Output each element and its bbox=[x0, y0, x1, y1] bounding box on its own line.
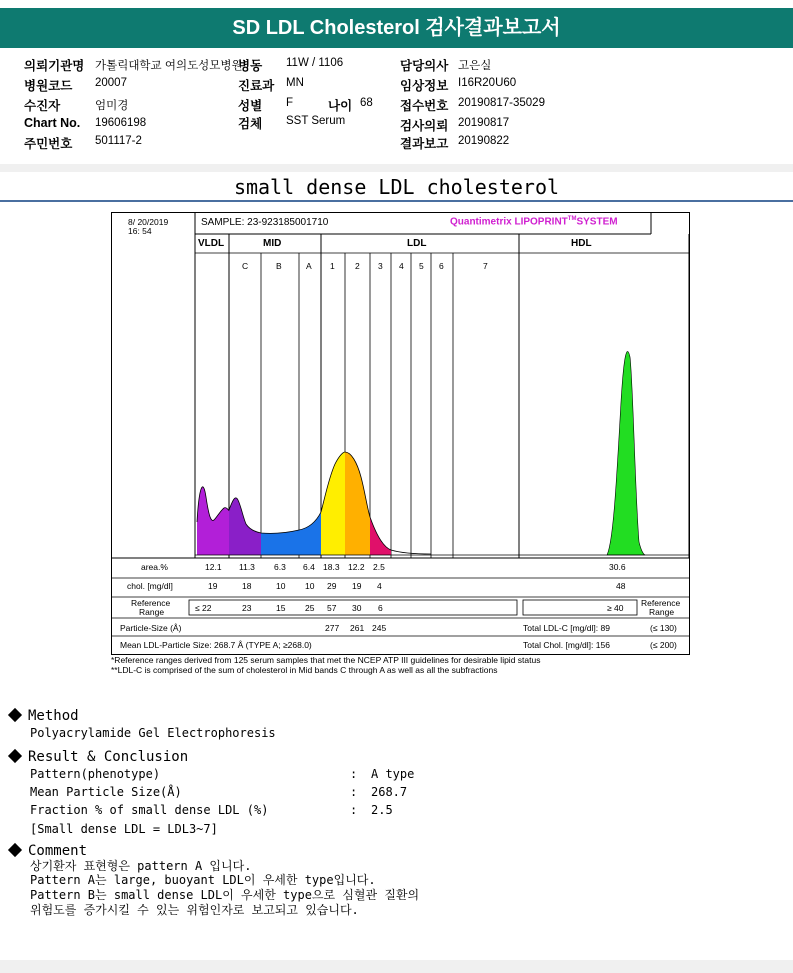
chart-date: 8/ 20/2019 bbox=[128, 217, 169, 227]
result-title: Result & Conclusion bbox=[28, 749, 189, 765]
chol-b: 10 bbox=[276, 581, 286, 591]
ref-label-1: Reference bbox=[131, 598, 171, 608]
brand-tm: TM bbox=[567, 216, 577, 222]
ref-c: 23 bbox=[242, 603, 252, 613]
ref-1: 57 bbox=[327, 603, 337, 613]
chart-time: 16: 54 bbox=[128, 226, 152, 236]
report-label: 결과보고 bbox=[400, 137, 449, 151]
band-label-5: 5 bbox=[419, 261, 424, 271]
method-title: Method bbox=[28, 708, 79, 724]
ward-label: 병동 bbox=[238, 59, 263, 73]
request-value: 20190817 bbox=[458, 117, 510, 129]
lipoprint-chart bbox=[111, 212, 693, 656]
specimen-label: 검체 bbox=[238, 117, 263, 131]
band-label-1: 1 bbox=[330, 261, 335, 271]
group-vldl: VLDL bbox=[198, 238, 225, 249]
ref-a: 25 bbox=[305, 603, 315, 613]
area-3: 2.5 bbox=[373, 562, 385, 572]
area-2: 12.2 bbox=[348, 562, 365, 572]
brand-name: Quantimetrix LIPOPRINT bbox=[450, 216, 568, 228]
area-b: 6.3 bbox=[274, 562, 286, 572]
band-b-peak bbox=[261, 530, 299, 555]
brand-tail: SYSTEM bbox=[576, 216, 618, 228]
band-label-b: B bbox=[276, 261, 282, 271]
chol-c: 18 bbox=[242, 581, 252, 591]
bullet-diamond-icon bbox=[8, 843, 22, 857]
result-row-3-label: Fraction % of small dense LDL (%) bbox=[30, 803, 269, 817]
ref-hdl: ≥ 40 bbox=[607, 603, 624, 613]
section-subtitle: small dense LDL cholesterol bbox=[233, 175, 560, 199]
specimen-value: SST Serum bbox=[286, 115, 346, 127]
bullet-diamond-icon bbox=[8, 708, 22, 722]
particle-1: 277 bbox=[325, 623, 340, 633]
comment-section bbox=[8, 840, 87, 859]
result-row-2-label: Mean Particle Size(Å) bbox=[30, 785, 182, 799]
result-row-1-colon: : bbox=[350, 767, 358, 781]
comment-title: Comment bbox=[28, 843, 88, 859]
patient-info bbox=[0, 50, 793, 160]
result-row-1-label: Pattern(phenotype) bbox=[30, 767, 161, 781]
note-line-1: *Reference ranges derived from 125 serum samples that met the NCEP ATP III guidelines for desirable lipid status bbox=[111, 655, 541, 665]
hospital-value: 가톨릭대학교 여의도성모병원 bbox=[95, 60, 243, 72]
ref-label-right-2: Range bbox=[649, 607, 675, 617]
age-value: 68 bbox=[360, 97, 373, 109]
result-row-1-value: A type bbox=[371, 767, 415, 781]
lipoprint-graphics bbox=[111, 212, 693, 656]
ref-3: 6 bbox=[378, 603, 383, 613]
chol-2: 19 bbox=[352, 581, 362, 591]
ref-2: 30 bbox=[352, 603, 362, 613]
result-row-3-colon: : bbox=[350, 803, 358, 817]
method-section bbox=[8, 705, 79, 724]
ref-b: 15 bbox=[276, 603, 286, 613]
ref-vldl: ≤ 22 bbox=[195, 603, 212, 613]
comment-line-1: 상기환자 표현형은 pattern A 입니다. bbox=[30, 859, 252, 873]
particle-3: 245 bbox=[372, 623, 387, 633]
chart-frame bbox=[112, 213, 690, 655]
doctor-label: 담당의사 bbox=[400, 59, 449, 73]
chol-a: 10 bbox=[305, 581, 315, 591]
area-label: area.% bbox=[141, 562, 168, 572]
result-section bbox=[8, 746, 188, 765]
page-bottom-bar bbox=[0, 960, 793, 973]
area-hdl: 30.6 bbox=[609, 562, 626, 572]
band-label-4: 4 bbox=[399, 261, 404, 271]
chol-vldl: 19 bbox=[208, 581, 218, 591]
request-label: 검사의뢰 bbox=[400, 119, 449, 133]
receipt-label: 접수번호 bbox=[400, 99, 449, 113]
sex-value: F bbox=[286, 97, 294, 109]
group-mid: MID bbox=[263, 238, 282, 249]
comment-line-2: Pattern A는 large, buoyant LDL이 우세한 type입니다. bbox=[30, 873, 376, 887]
report-title: SD LDL Cholesterol 검사결과보고서 bbox=[0, 8, 793, 48]
band-label-c: C bbox=[242, 261, 249, 271]
band-label-7: 7 bbox=[483, 261, 488, 271]
total-ldl: Total LDL-C [mg/dl]: 89 bbox=[523, 623, 610, 633]
doctor-value: 고은실 bbox=[458, 60, 492, 72]
result-row-2-value: 268.7 bbox=[371, 785, 408, 799]
brand-label bbox=[450, 216, 618, 227]
result-row-3-value: 2.5 bbox=[371, 803, 393, 817]
band-label-6: 6 bbox=[439, 261, 444, 271]
hospital-label: 의뢰기관명 bbox=[24, 59, 85, 73]
chart-no-label: Chart No. bbox=[24, 116, 81, 130]
chol-3: 4 bbox=[377, 581, 382, 591]
id-value: 501117-2 bbox=[95, 135, 142, 147]
chol-hdl: 48 bbox=[616, 581, 626, 591]
id-label: 주민번호 bbox=[24, 137, 73, 151]
report-value: 20190822 bbox=[458, 135, 510, 147]
area-1: 18.3 bbox=[323, 562, 340, 572]
patient-label: 수진자 bbox=[24, 99, 61, 113]
chol-1: 29 bbox=[327, 581, 337, 591]
ward-value: 11W / 1106 bbox=[286, 57, 344, 69]
particle-label: Particle-Size (Å) bbox=[120, 623, 182, 633]
code-value: 20007 bbox=[95, 77, 127, 89]
chol-label: chol. [mg/dl] bbox=[127, 581, 173, 591]
total-chol: Total Chol. [mg/dl]: 156 bbox=[523, 640, 610, 650]
age-label: 나이 bbox=[328, 99, 353, 113]
area-vldl: 12.1 bbox=[205, 562, 222, 572]
total-chol-range: (≤ 200) bbox=[650, 640, 677, 650]
receipt-value: 20190817-35029 bbox=[458, 97, 545, 109]
method-text: Polyacrylamide Gel Electrophoresis bbox=[30, 726, 276, 740]
patient-value: 엄미경 bbox=[95, 100, 129, 112]
sex-label: 성별 bbox=[238, 99, 263, 113]
ref-label-right-1: Reference bbox=[641, 598, 681, 608]
sample-id: SAMPLE: 23-923185001710 bbox=[201, 217, 329, 228]
code-label: 병원코드 bbox=[24, 79, 73, 93]
comment-line-3: Pattern B는 small dense LDL이 우세한 type으로 심혈관 질환의 bbox=[30, 888, 420, 902]
particle-2: 261 bbox=[350, 623, 365, 633]
area-c: 11.3 bbox=[239, 562, 255, 572]
band-label-a: A bbox=[306, 261, 312, 271]
mean-ldl-size: Mean LDL-Particle Size: 268.7 Å (TYPE A; ≥268.0) bbox=[120, 640, 312, 650]
dept-value: MN bbox=[286, 77, 304, 89]
comment-line-4: 위험도를 증가시킬 수 있는 위험인자로 보고되고 있습니다. bbox=[30, 903, 359, 917]
group-hdl: HDL bbox=[571, 238, 592, 249]
group-ldl: LDL bbox=[407, 238, 427, 249]
total-ldl-range: (≤ 130) bbox=[650, 623, 677, 633]
section-divider bbox=[0, 164, 793, 172]
band-label-3: 3 bbox=[378, 261, 383, 271]
dept-label: 진료과 bbox=[238, 79, 275, 93]
reference-notes bbox=[111, 655, 540, 675]
band-label-2: 2 bbox=[355, 261, 360, 271]
note-line-2: **LDL-C is comprised of the sum of cholesterol in Mid bands C through A as well as all the subfractions bbox=[111, 665, 498, 675]
blue-rule bbox=[0, 200, 793, 202]
ref-label-2: Range bbox=[139, 607, 165, 617]
result-note: [Small dense LDL = LDL3~7] bbox=[30, 822, 218, 836]
result-row-2-colon: : bbox=[350, 785, 358, 799]
area-a: 6.4 bbox=[303, 562, 315, 572]
clinical-label: 임상정보 bbox=[400, 79, 449, 93]
clinical-value: I16R20U60 bbox=[458, 77, 517, 89]
bullet-diamond-icon bbox=[8, 749, 22, 763]
chart-no-value: 19606198 bbox=[95, 117, 147, 129]
